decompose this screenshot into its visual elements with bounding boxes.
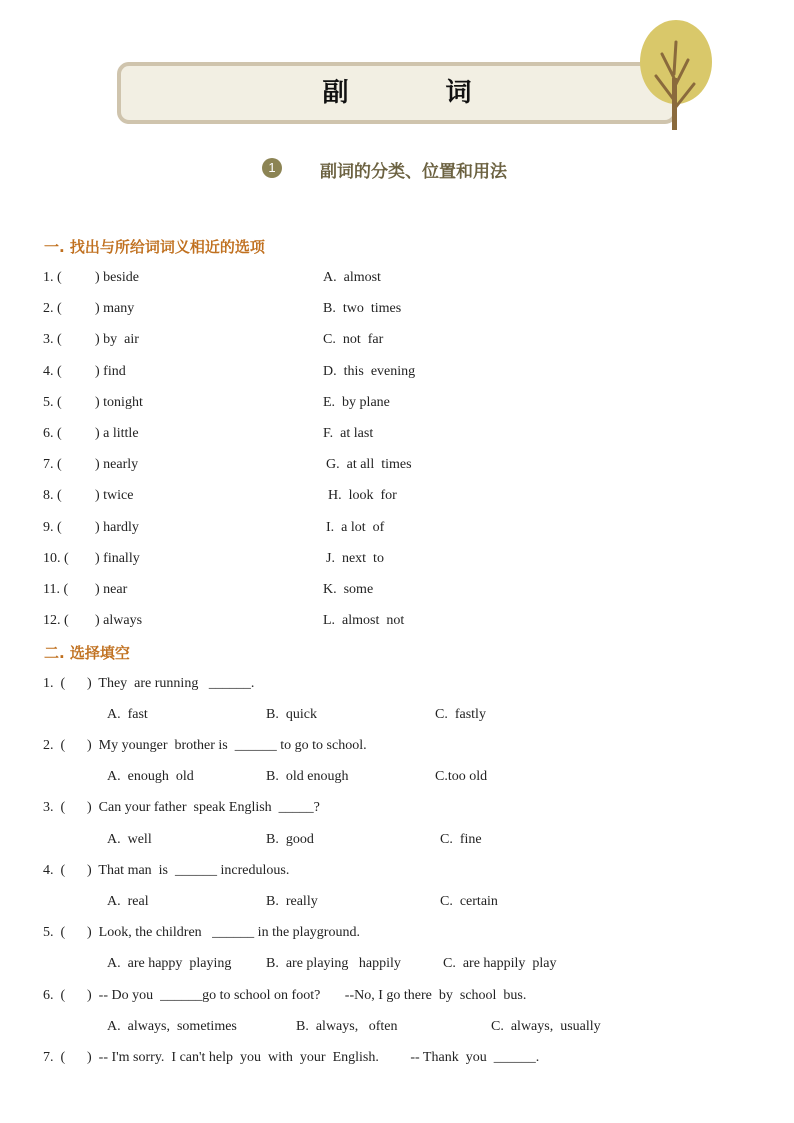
part1-item-num: 11. ( (43, 582, 69, 597)
question-num: 1. ( (43, 676, 66, 691)
option-b: B. always, often (296, 1019, 398, 1034)
part1-item-num: 10. ( (43, 551, 69, 566)
question-num: 7. ( (43, 1050, 66, 1065)
option-a: A. well (107, 832, 152, 847)
section-title: 副词的分类、位置和用法 (320, 162, 507, 182)
option-b: B. old enough (266, 769, 349, 784)
part1-item-num: 7. ( (43, 457, 62, 472)
question-text: ) That man is ______ incredulous. (87, 863, 290, 878)
part1-item-num: 4. ( (43, 364, 62, 379)
part1-item-num: 3. ( (43, 332, 62, 347)
option-c: C.too old (435, 769, 488, 784)
option-a: A. enough old (107, 769, 194, 784)
part1-item-option: B. two times (323, 301, 402, 316)
option-c: C. are happily play (443, 956, 557, 971)
question-num: 5. ( (43, 925, 66, 940)
part1-item-option: A. almost (323, 270, 381, 285)
question-text: ) Can your father speak English _____? (87, 800, 320, 815)
option-b: B. quick (266, 707, 317, 722)
part1-item-word: ) near (95, 582, 128, 597)
question-num: 4. ( (43, 863, 66, 878)
part1-item-word: ) many (95, 301, 135, 316)
option-a: A. always, sometimes (107, 1019, 237, 1034)
part1-item-word: ) finally (95, 551, 140, 566)
part1-item-num: 12. ( (43, 613, 69, 628)
part1-item-num: 1. ( (43, 270, 62, 285)
option-b: B. are playing happily (266, 956, 401, 971)
part1-item-word: ) hardly (95, 520, 139, 535)
part1-heading: 一. 找出与所给词词义相近的选项 (44, 238, 265, 256)
option-c: C. fine (440, 832, 482, 847)
question-text: ) They are running ______. (87, 676, 255, 691)
part1-item-option: K. some (323, 582, 374, 597)
page-title: 副 词 (322, 78, 516, 108)
question-text: ) -- Do you ______go to school on foot? --No, I go there by school bus. (87, 988, 527, 1003)
option-b: B. good (266, 832, 314, 847)
part1-item-option: E. by plane (323, 395, 390, 410)
part1-item-option: I. a lot of (326, 520, 385, 535)
part1-item-num: 9. ( (43, 520, 62, 535)
part2-heading: 二. 选择填空 (44, 644, 130, 662)
question-num: 6. ( (43, 988, 66, 1003)
question-num: 2. ( (43, 738, 66, 753)
part1-item-num: 5. ( (43, 395, 62, 410)
part1-item-num: 2. ( (43, 301, 62, 316)
question-text: ) -- I'm sorry. I can't help you with your English. -- Thank you ______. (87, 1050, 540, 1065)
tree-icon (636, 18, 716, 130)
option-c: C. always, usually (491, 1019, 601, 1034)
part1-item-option: F. at last (323, 426, 374, 441)
question-text: ) Look, the children ______ in the playground. (87, 925, 360, 940)
option-b: B. really (266, 894, 318, 909)
part1-item-num: 6. ( (43, 426, 62, 441)
part1-item-option: G. at all times (326, 457, 412, 472)
part1-item-word: ) find (95, 364, 126, 379)
question-num: 3. ( (43, 800, 66, 815)
part1-item-word: ) always (95, 613, 143, 628)
part1-item-word: ) beside (95, 270, 139, 285)
part1-item-option: L. almost not (323, 613, 405, 628)
option-a: A. fast (107, 707, 148, 722)
part1-item-num: 8. ( (43, 488, 62, 503)
option-a: A. are happy playing (107, 956, 232, 971)
section-number-badge: 1 (262, 158, 282, 178)
option-c: C. certain (440, 894, 498, 909)
part1-item-word: ) by air (95, 332, 139, 347)
part1-item-word: ) tonight (95, 395, 143, 410)
part1-item-option: J. next to (326, 551, 384, 566)
option-c: C. fastly (435, 707, 486, 722)
option-a: A. real (107, 894, 149, 909)
part1-item-word: ) nearly (95, 457, 139, 472)
part1-item-option: H. look for (328, 488, 397, 503)
question-text: ) My younger brother is ______ to go to school. (87, 738, 367, 753)
part1-item-word: ) a little (95, 426, 139, 441)
part1-item-option: C. not far (323, 332, 384, 347)
part1-item-word: ) twice (95, 488, 134, 503)
part1-item-option: D. this evening (323, 364, 416, 379)
